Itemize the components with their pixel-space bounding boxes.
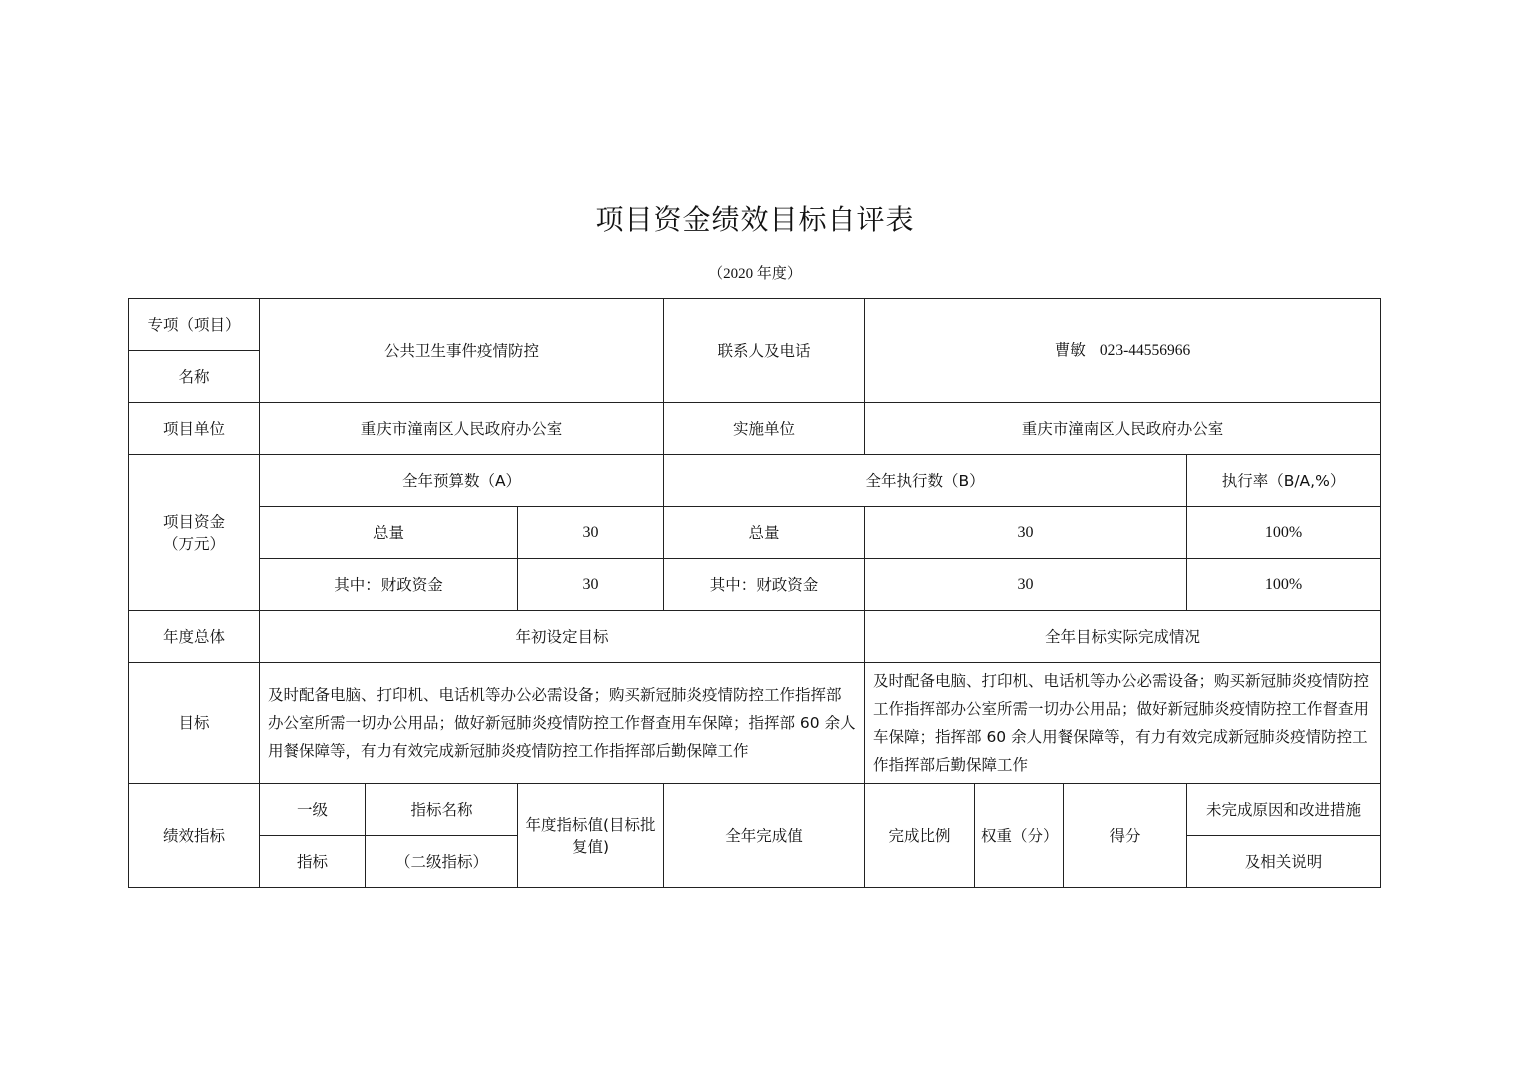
impl-unit-value: 重庆市潼南区人民政府办公室 (865, 403, 1381, 455)
exec-total-value: 30 (865, 507, 1187, 559)
indicator-name-header-top: 指标名称 (366, 784, 518, 836)
budget-total-value: 30 (518, 507, 664, 559)
project-name-label-top: 专项（项目） (129, 299, 260, 351)
funds-label-line1: 项目资金 (162, 512, 225, 531)
ratio-header: 完成比例 (865, 784, 975, 888)
score-header: 得分 (1064, 784, 1187, 888)
budget-total-label: 总量 (260, 507, 518, 559)
contact-phone: 023-44556966 (1099, 342, 1191, 359)
rate-total-value: 100% (1187, 507, 1381, 559)
goal-label-top: 年度总体 (129, 611, 260, 663)
level1-header-top: 一级 (260, 784, 366, 836)
year-subtitle: （2020 年度） (708, 266, 802, 282)
project-unit-value: 重庆市潼南区人民政府办公室 (260, 403, 664, 455)
project-name-value: 公共卫生事件疫情防控 (260, 299, 664, 403)
exec-fiscal-value: 30 (865, 559, 1187, 611)
exec-header: 全年执行数（B） (664, 455, 1187, 507)
contact-name: 曹敏 (1054, 341, 1086, 359)
indicators-label: 绩效指标 (129, 784, 260, 888)
impl-unit-label: 实施单位 (664, 403, 865, 455)
contact-value (865, 299, 1381, 403)
goal-label-bottom: 目标 (129, 663, 260, 784)
funds-label (129, 455, 260, 611)
indicator-name-header-bottom: （二级指标） (366, 836, 518, 888)
planned-goal-header: 年初设定目标 (260, 611, 865, 663)
project-name-label-bottom: 名称 (129, 351, 260, 403)
evaluation-table (128, 298, 1381, 888)
funds-row-total (129, 507, 1381, 559)
funds-label-line2: （万元） (162, 534, 225, 553)
rate-header: 执行率（B/A,%） (1187, 455, 1381, 507)
exec-total-label: 总量 (664, 507, 865, 559)
actual-value-header: 全年完成值 (664, 784, 865, 888)
project-unit-label: 项目单位 (129, 403, 260, 455)
level1-header-bottom: 指标 (260, 836, 366, 888)
budget-header: 全年预算数（A） (260, 455, 664, 507)
reason-header-top: 未完成原因和改进措施 (1187, 784, 1381, 836)
actual-goal-header: 全年目标实际完成情况 (865, 611, 1381, 663)
actual-goal-text: 及时配备电脑、打印机、电话机等办公必需设备；购买新冠肺炎疫情防控工作指挥部办公室所需一切办公用品；做好新冠肺炎疫情防控工作督查用车保障；指挥部 60 余人用餐保障等，有力有效完成新冠肺炎疫情防控工作指挥部后勤保障工作 (865, 663, 1381, 784)
budget-fiscal-label: 其中：财政资金 (260, 559, 518, 611)
contact-label: 联系人及电话 (664, 299, 865, 403)
rate-fiscal-value: 100% (1187, 559, 1381, 611)
budget-fiscal-value: 30 (518, 559, 664, 611)
exec-fiscal-label: 其中：财政资金 (664, 559, 865, 611)
target-value-header: 年度指标值(目标批复值) (518, 784, 664, 888)
reason-header-bottom: 及相关说明 (1187, 836, 1381, 888)
weight-header: 权重（分） (975, 784, 1064, 888)
funds-row-fiscal (129, 559, 1381, 611)
page-title: 项目资金绩效目标自评表 (595, 203, 915, 236)
planned-goal-text: 及时配备电脑、打印机、电话机等办公必需设备；购买新冠肺炎疫情防控工作指挥部办公室所需一切办公用品；做好新冠肺炎疫情防控工作督查用车保障；指挥部 60 余人用餐保障等，有力有效完成新冠肺炎疫情防控工作指挥部后勤保障工作 (260, 663, 865, 784)
